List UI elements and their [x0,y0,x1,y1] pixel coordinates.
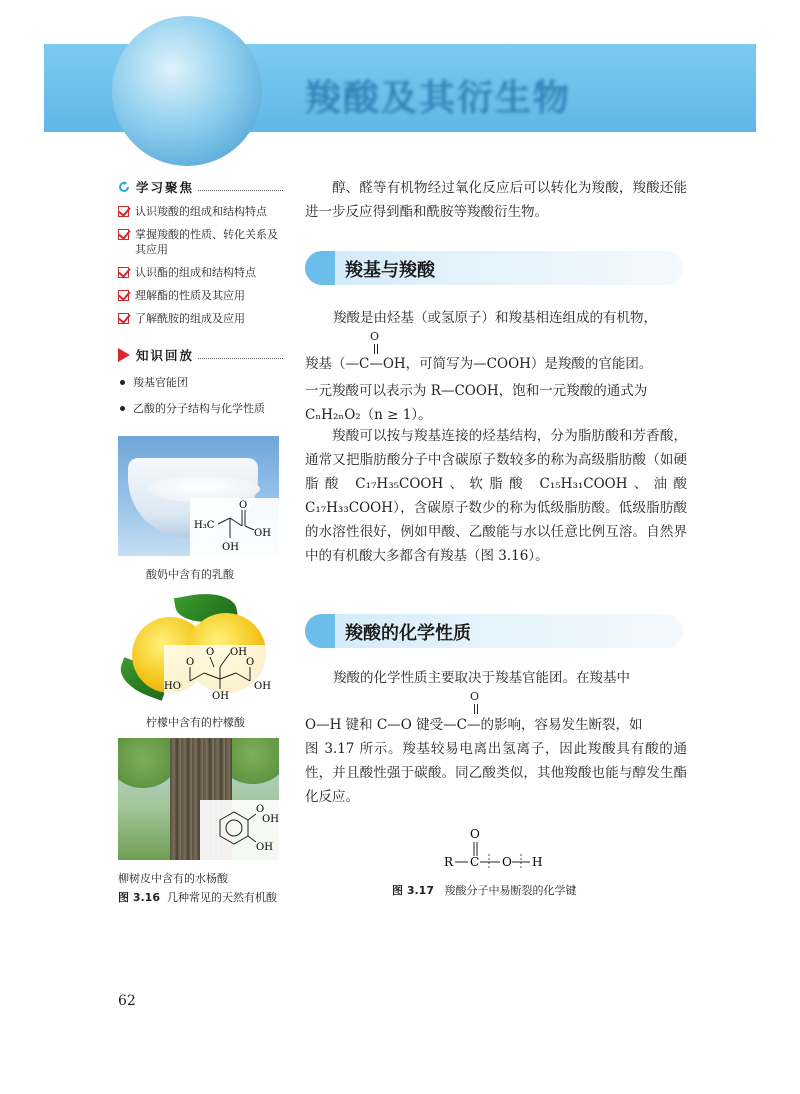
figure-text: 羧酸分子中易断裂的化学键 [444,884,577,897]
label-c: C [470,855,480,869]
page-number: 62 [118,993,136,1009]
section-heading-carboxyl [305,251,683,285]
review-item-text: 羧基官能团 [133,376,188,389]
s2-paragraph-rest: 图 3.17 所示。羧基较易电离出氢离子，因此羧酸具有酸的通性，并且酸性强于碳酸。同乙酸类似，其他羧酸也能与醇发生酯化反应。 [305,741,687,805]
carboxyl-o-label: O [370,330,380,343]
label-oh: OH [212,691,229,701]
salicylic-acid-structure-svg [200,800,279,860]
main-column [305,176,687,224]
label-h3c: H₃C [194,520,215,531]
s2-line1: 羧酸的化学性质主要取决于羧基官能团。在羧基中 [333,670,630,686]
text-span: O—H 键和 C—O 键受 [305,717,444,733]
checkbox-icon [118,290,129,301]
focus-item [118,227,283,257]
lemon-photo [118,593,279,703]
intro-paragraph: 醇、醛等有机物经过氧化反应后可以转化为羧酸，羧酸还能进一步反应得到酯和酰胺等羧酸衍生物。 [305,180,687,220]
s2-paragraph-block [305,737,687,809]
s1-paragraph2: 羧酸可以按与羧基连接的烃基结构，分为脂肪酸和芳香酸，通常又把脂肪酸分子中含碳原子数较多的称为高级脂肪酸（如硬脂酸 C₁₇H₃₅COOH、软脂酸 C₁₅H₃₁COOH、油酸 C₁₇H₃₃COOH），含碳原子数少的称为低级脂肪酸。低级脂肪酸的水溶性很好，例如甲酸、乙酸能与水以任意比例互溶。自然界中的有机酸大多都含有羧基（图 3.16）。 [305,428,687,564]
text-span: —C—的影响，容易发生断裂，如 [443,717,643,733]
figure-label: 图 3.16 [118,891,160,904]
banner-circle-decoration [112,16,262,166]
focus-title: 学习聚焦 [136,180,195,195]
carboxylic-acid-bond-diagram [440,826,550,876]
label-o: O [239,500,248,511]
willow-photo [118,738,279,860]
section-bar-cap [305,614,335,648]
focus-item [118,311,283,326]
review-item [118,400,283,416]
s1-line3: 一元羧酸可以表示为 R—COOH，饱和一元羧酸的通式为 [305,383,648,399]
heading-dotted-rule [198,183,283,191]
checkbox-icon [118,313,129,324]
label-r: R [444,855,454,869]
tree-foliage [118,738,178,788]
citric-acid-structure [164,645,276,701]
bullet-icon [120,406,125,411]
focus-item-text: 认识酯的组成和结构特点 [135,266,256,279]
review-heading [118,346,283,364]
focus-heading [118,178,283,196]
review-item-text: 乙酸的分子结构与化学性质 [133,402,265,415]
lemon-caption: 柠檬中含有的柠檬酸 [146,716,245,729]
refresh-icon [118,181,130,193]
label-o: O [256,804,265,815]
focus-item [118,288,283,303]
s1-line1: 羧酸是由烃基（或氢原子）和羧基相连组成的有机物， [333,310,657,326]
focus-item [118,204,283,219]
citric-acid-structure-svg [164,645,276,701]
figure-label: 图 3.17 [392,884,434,897]
label-ho: HO [164,681,181,692]
bullet-icon [120,380,125,385]
section-title: 羧酸的化学性质 [345,623,471,644]
text-span: 羧基（ [305,356,346,372]
label-oh: OH [254,681,271,692]
label-oh: OH [262,814,279,825]
review-title: 知识回放 [136,348,195,363]
label-o: O [246,657,255,668]
lactic-acid-structure [190,498,279,556]
willow-caption: 柳树皮中含有的水杨酸 [118,872,228,885]
section-title: 羧基与羧酸 [345,260,435,281]
review-item [118,374,283,390]
heading-dotted-rule [198,351,283,359]
s1-line2 [305,352,652,372]
focus-item-text: 理解酯的性质及其应用 [135,289,245,302]
label-o: O [502,855,512,869]
checkbox-icon [118,229,129,240]
label-oh: OH [230,647,247,658]
label-oh: OH [254,528,271,539]
figure-3-16-caption [118,890,288,905]
label-o: O [470,827,480,841]
lactic-acid-structure-svg [190,498,279,556]
carboxyl-o-label: O [470,690,480,703]
label-oh: OH [222,542,239,553]
section-bar-cap [305,251,335,285]
section-heading-chemical-properties [305,614,683,648]
label-o: O [186,657,195,668]
checkbox-icon [118,206,129,217]
yogurt-caption: 酸奶中含有的乳酸 [146,568,234,581]
s1-paragraph2-block [305,424,687,568]
salicylic-acid-structure [200,800,279,860]
yogurt-photo [118,436,279,556]
triangle-play-icon [118,348,130,362]
s1-line4: CₙH₂ₙO₂（n ≥ 1）。 [305,407,432,423]
chapter-title: 羧酸及其衍生物 [305,78,572,119]
figure-text: 几种常见的天然有机酸 [166,891,277,904]
text-span: —C—OH，可简写为—COOH）是羧酸的官能团。 [345,356,653,372]
figure-3-17-caption [392,882,576,898]
label-h: H [532,855,543,869]
focus-item-text: 掌握羧酸的性质、转化关系及其应用 [135,228,278,256]
focus-item-text: 认识羧酸的组成和结构特点 [135,205,267,218]
s2-line2 [305,713,642,733]
checkbox-icon [118,267,129,278]
focus-item-text: 了解酰胺的组成及应用 [135,312,245,325]
label-oh: OH [256,842,273,853]
label-o: O [206,647,215,658]
sidebar [118,178,283,416]
focus-item [118,265,283,280]
